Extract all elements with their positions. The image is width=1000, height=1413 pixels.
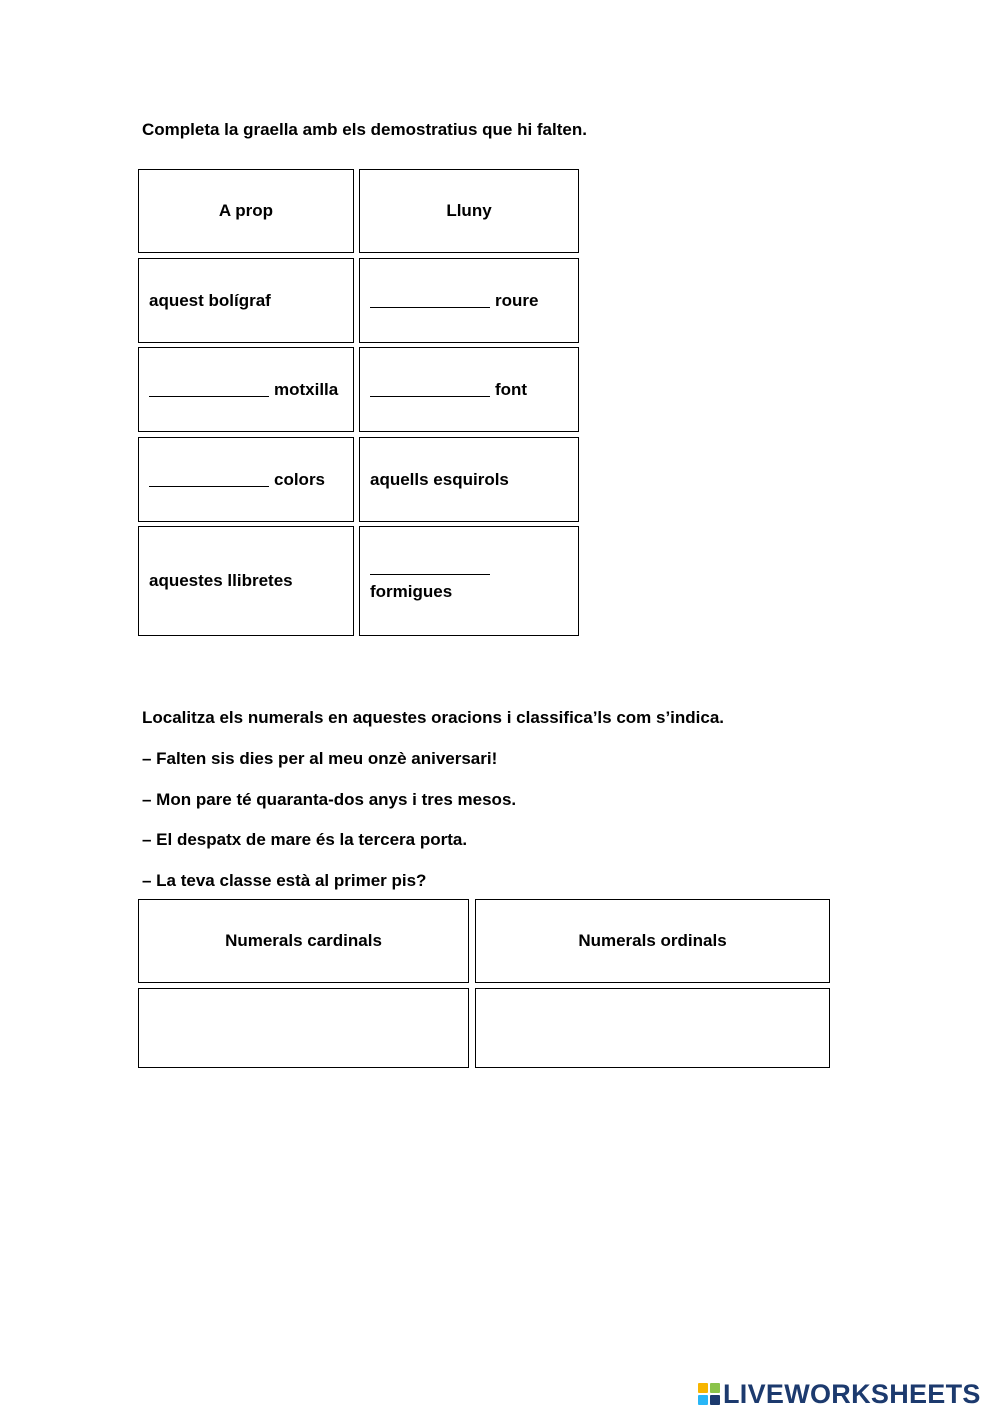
blank-answer-field[interactable] — [370, 293, 490, 308]
table-cell: aquest bolígraf — [138, 258, 354, 343]
sentence: – Mon pare té quaranta-dos anys i tres mesos. — [142, 790, 517, 809]
table-cell: colors — [138, 437, 354, 522]
header-cardinals: Numerals cardinals — [138, 899, 469, 983]
sentence: – El despatx de mare és la tercera porta. — [142, 830, 468, 849]
header-ordinals: Numerals ordinals — [475, 899, 830, 983]
blank-answer-field[interactable] — [370, 560, 490, 575]
blank-answer-field[interactable] — [370, 382, 490, 397]
liveworksheets-logo — [698, 1378, 981, 1410]
table-cell: font — [359, 347, 579, 432]
sentence: – Falten sis dies per al meu onzè aniversari! — [142, 749, 498, 768]
table-cell: formigues — [359, 526, 579, 636]
table-cell: roure — [359, 258, 579, 343]
header-far: Lluny — [359, 169, 579, 253]
header-near: A prop — [138, 169, 354, 253]
ordinals-answer-box[interactable] — [475, 988, 830, 1068]
exercise1-instruction: Completa la graella amb els demostratius que hi falten. — [142, 120, 587, 139]
blank-answer-field[interactable] — [149, 382, 269, 397]
exercise2-instruction: Localitza els numerals en aquestes oracions i classifica’ls com s’indica. — [142, 708, 725, 727]
table-cell: aquells esquirols — [359, 437, 579, 522]
logo-text: LIVEWORKSHEETS — [723, 1378, 981, 1409]
cardinals-answer-box[interactable] — [138, 988, 469, 1068]
sentence: – La teva classe està al primer pis? — [142, 871, 427, 890]
liveworksheets-logo-icon — [698, 1383, 720, 1405]
blank-answer-field[interactable] — [149, 472, 269, 487]
table-cell: motxilla — [138, 347, 354, 432]
table-cell: aquestes llibretes — [138, 526, 354, 636]
